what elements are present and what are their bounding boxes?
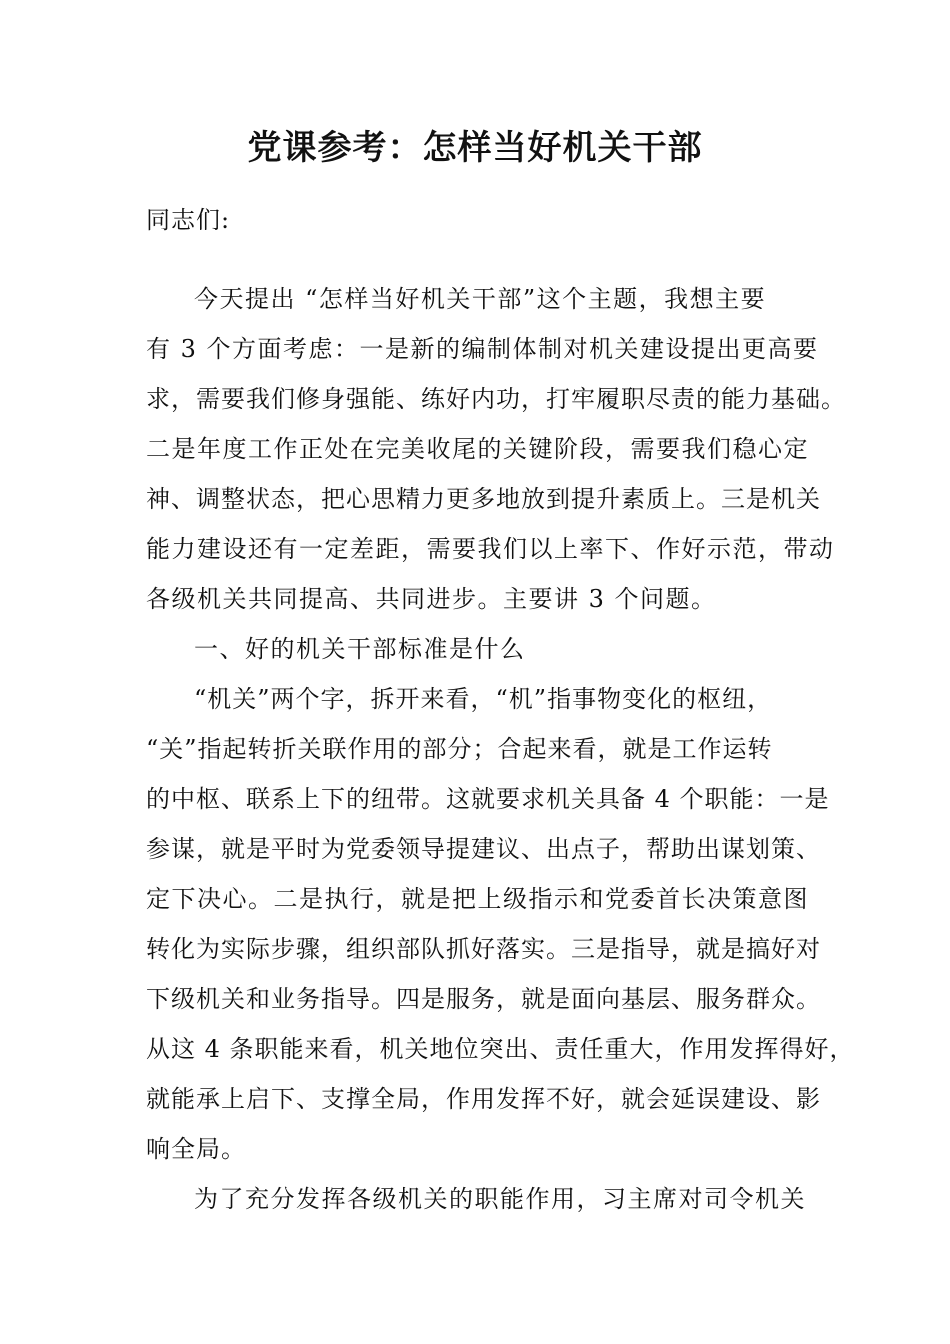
body-line: “关”指起转折关联作用的部分；合起来看，就是工作运转 (146, 735, 773, 763)
section-heading: 一、好的机关干部标准是什么 (194, 635, 526, 663)
body-line: 各级机关共同提高、共同进步。主要讲 3 个问题。 (146, 585, 717, 613)
body-line: 参谋，就是平时为党委领导提建议、出点子，帮助出谋划策、 (146, 835, 821, 863)
body-line: 今天提出 “怎样当好机关干部”这个主题，我想主要 (194, 285, 767, 313)
document-title: 党课参考：怎样当好机关干部 (247, 128, 703, 168)
body-line: 的中枢、联系上下的纽带。这就要求机关具备 4 个职能：一是 (146, 785, 830, 813)
body-line: “机关”两个字，拆开来看，“机”指事物变化的枢纽， (194, 685, 773, 713)
body-line: 二是年度工作正处在完美收尾的关键阶段，需要我们稳心定 (146, 435, 809, 463)
body-line: 神、调整状态，把心思精力更多地放到提升素质上。三是机关 (146, 485, 821, 513)
salutation: 同志们: (146, 206, 231, 234)
body-line: 下级机关和业务指导。四是服务，就是面向基层、服务群众。 (146, 985, 821, 1013)
body-line: 转化为实际步骤，组织部队抓好落实。三是指导，就是搞好对 (146, 935, 821, 963)
body-line: 有 3 个方面考虑：一是新的编制体制对机关建设提出更高要 (146, 335, 819, 363)
body-line: 求，需要我们修身强能、练好内功，打牢履职尽责的能力基础。 (146, 385, 846, 413)
body-line: 从这 4 条职能来看，机关地位突出、责任重大，作用发挥得好， (146, 1035, 855, 1063)
body-line: 响全局。 (146, 1135, 246, 1163)
body-line: 为了充分发挥各级机关的职能作用，习主席对司令机关 (194, 1185, 806, 1213)
body-line: 定下决心。二是执行，就是把上级指示和党委首长决策意图 (146, 885, 809, 913)
body-line: 就能承上启下、支撑全局，作用发挥不好，就会延误建设、影 (146, 1085, 821, 1113)
body-line: 能力建设还有一定差距，需要我们以上率下、作好示范，带动 (146, 535, 835, 563)
